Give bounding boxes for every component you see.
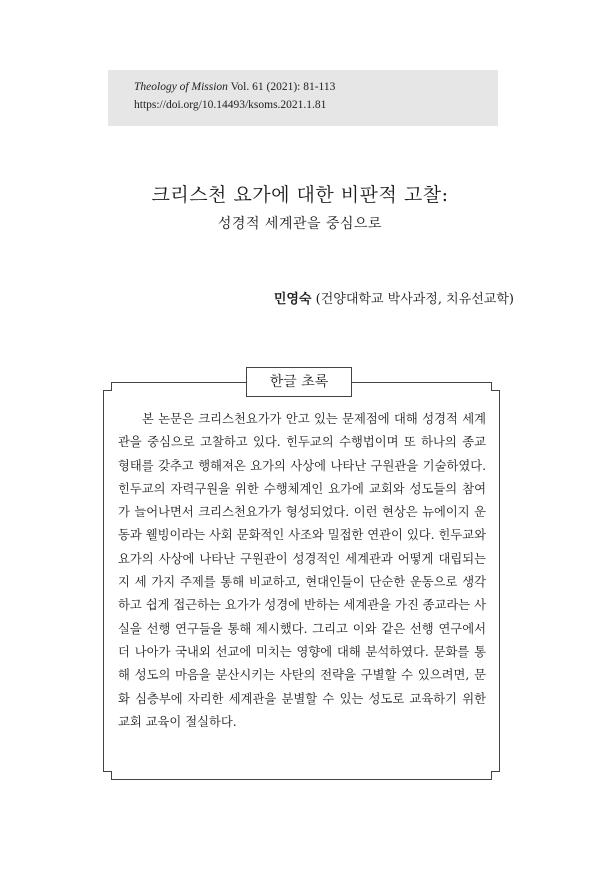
journal-name: Theology of Mission <box>134 81 228 93</box>
author-name: 민영숙 <box>273 292 312 307</box>
abstract-label: 한글 초록 <box>246 367 352 397</box>
citation-header <box>108 70 498 126</box>
paper-title: 크리스천 요가에 대한 비판적 고찰: <box>151 184 449 206</box>
doi-link[interactable]: https://doi.org/10.14493/ksoms.2021.1.81 <box>134 99 327 111</box>
author-line <box>274 288 514 307</box>
citation-line <box>134 78 498 96</box>
paper-subtitle: 성경적 세계관을 중심으로 <box>217 216 383 232</box>
abstract-body: 본 논문은 크리스천요가가 안고 있는 문제점에 대해 성경적 세계관을 중심으로 고찰하고 있다. 힌두교의 수행법이며 또 하나의 종교 형태를 갖추고 행해져온 요가의 사상에 나타난 구원관을 기술하였다. 힌두교의 자력구원을 위한 수행체계인 요가에 교회와 성도들의 참여가 늘어나면서 크리스천요가가 형성되었다. 이런 현상은 뉴에이지 운동과 웰빙이라는 사회 문화적인 사조와 밀접한 연관이 있다. 힌두교와 요가의 사상에 나타난 구원관이 성경적인 세계관과 어떻게 대립되는지 세 가지 주제를 통해 비교하고, 현대인들이 단순한 운동으로 생각하고 쉽게 접근하는 요가가 성경에 반하는 세계관을 가진 종교라는 사실을 선행 연구들을 통해 제시했다. 그리고 이와 같은 선행 연구에서 더 나아가 국내외 선교에 미치는 영향에 대해 분석하였다. 문화를 통해 성도의 마음을 분산시키는 사탄의 전략을 구별할 수 있으려면, 문화 심층부에 자리한 세계관을 분별할 수 있는 성도로 교육하기 위한 교회 교육이 절실하다. <box>118 412 486 729</box>
corner-notch <box>491 382 500 391</box>
corner-notch <box>103 382 112 391</box>
corner-notch <box>491 771 500 780</box>
volume-pages: Vol. 61 (2021): 81-113 <box>230 81 336 93</box>
corner-notch <box>103 771 112 780</box>
author-affiliation: (건양대학교 박사과정, 치유선교학) <box>315 292 514 307</box>
